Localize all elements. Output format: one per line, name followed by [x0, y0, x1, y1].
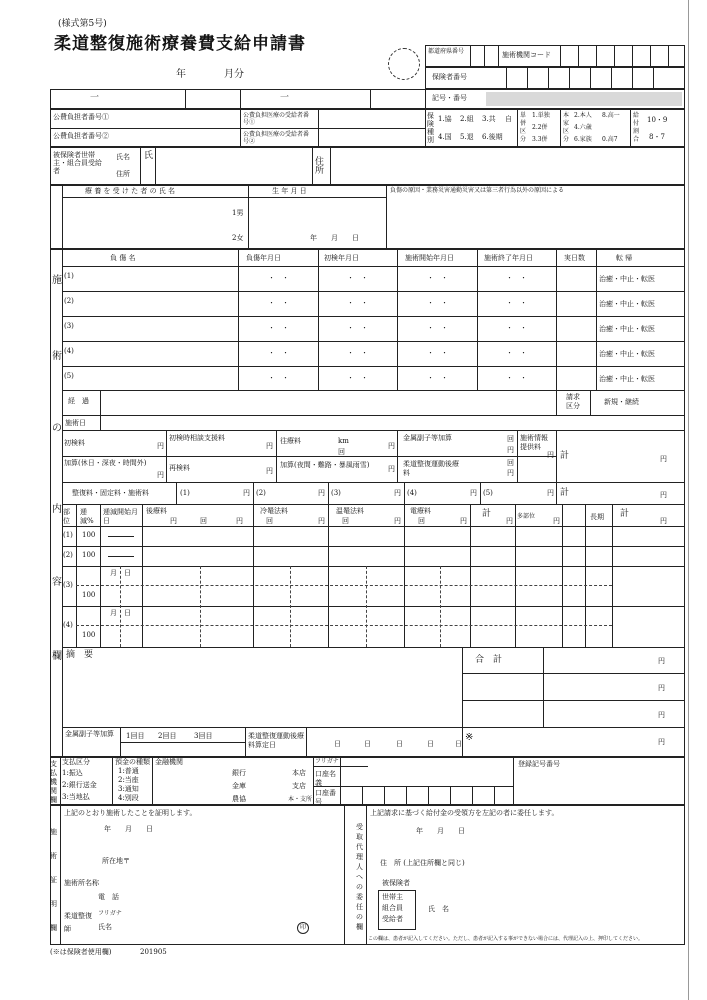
detail-row-4: (4) [63, 621, 73, 629]
payment-method-label: 支払区分 [62, 758, 90, 766]
practitioner-name-label: 氏名 [98, 923, 112, 931]
grand-total-label: 合 計 [475, 655, 503, 665]
form-number: (様式第5号) [58, 19, 107, 29]
holiday-addition: 加算(休日・深夜・時間外) [64, 459, 147, 467]
visit-km: km [338, 437, 349, 445]
restoration-fee-label: 整復料・固定料・施術料 [72, 489, 149, 497]
restoration-2: (2) [256, 489, 266, 497]
detail-row-2-rate: 100 [82, 551, 96, 559]
col-days: 実日数 [564, 254, 585, 262]
rehab-times: 回 [507, 459, 514, 467]
section-char-3: の [52, 423, 62, 434]
delegation-recipient: 受給者 [382, 915, 403, 923]
type-3: 3.共 [482, 115, 496, 123]
type-5: 5.退 [460, 133, 474, 141]
dots-4-3: ・ ・ [427, 349, 448, 357]
first-consult-fee: 初検時相談支援料 [169, 434, 225, 442]
detail-aftercare-yen: 円 [170, 517, 177, 525]
final-yen: 円 [658, 738, 665, 746]
detail-aftercare-yen2: 円 [236, 517, 243, 525]
rehab-day-3: 日 [396, 740, 403, 748]
injury-row-5: (5) [64, 372, 74, 380]
dots-3-3: ・ ・ [427, 324, 448, 332]
visit-yen: 円 [388, 442, 395, 450]
detail-col-warm: 温罨法料 [336, 507, 364, 515]
furigana-label: フリガナ [315, 758, 339, 765]
clinic-name-label: 施術所名称 [64, 879, 99, 887]
rehab-day-1: 日 [334, 740, 341, 748]
first-visit-fee: 初検料 [64, 439, 85, 447]
branch-type-1: 本店 [292, 769, 306, 777]
female-option: 2女 [232, 234, 244, 242]
notes-label: 摘 要 [66, 650, 94, 660]
single-3: 3.3併 [532, 136, 548, 143]
restoration-total-yen: 円 [660, 491, 667, 499]
scan-edge [688, 0, 689, 1000]
restoration-5-yen: 円 [547, 489, 554, 497]
restoration-2-yen: 円 [318, 489, 325, 497]
col-start-date: 施術開始年月日 [405, 254, 454, 262]
detail-cold-times: 回 [266, 517, 273, 525]
holiday-addition-yen: 円 [157, 471, 164, 479]
rehab-yen: 円 [507, 469, 514, 477]
rehab-day-2: 日 [364, 740, 371, 748]
type-4: 4.国 [438, 133, 452, 141]
night-addition: 加算(夜間・難路・暴風雨雪) [280, 461, 370, 469]
branch-type-3: 本・支所 [288, 796, 313, 803]
public-payer-2: 公費負担者番号② [53, 132, 109, 140]
public-recipient-1: 公費負担医療の受給者番号① [243, 112, 310, 126]
col-injury-name: 負 傷 名 [110, 254, 136, 262]
institution-code-label: 施術機関コード [502, 51, 551, 59]
detail-total-yen: 円 [660, 517, 667, 525]
bank-type-1: 銀行 [232, 769, 246, 777]
payment-method-3: 3:当地払 [62, 793, 90, 801]
detail-aftercare-times: 回 [200, 517, 207, 525]
practitioner-label: 柔道整復師 [64, 912, 92, 933]
benefit-label: 給付割合 [633, 112, 640, 143]
first-time: 1回目 [126, 732, 145, 740]
metal-splint-fee: 金属副子等加算 [403, 434, 452, 442]
injury-row-3: (3) [64, 322, 74, 330]
branch-type-2: 支店 [292, 782, 306, 790]
stamp-circle [388, 48, 420, 80]
dots-1-3: ・ ・ [427, 274, 448, 282]
delegation-date: 年 月 日 [416, 827, 465, 835]
info-provision-yen: 円 [547, 451, 554, 459]
birth-date: 年 月 日 [310, 234, 359, 242]
dots-2-4: ・ ・ [506, 299, 527, 307]
public-payer-1: 公費負担者番号① [53, 113, 109, 121]
male-option: 1男 [232, 209, 244, 217]
injury-cause-header: 負傷の原因・業務災害通勤災害又は第三者行為以外の原因による [390, 187, 565, 194]
restoration-4-yen: 円 [470, 489, 477, 497]
info-provision-fee: 施術情報提供料 [520, 434, 548, 451]
detail-col-longterm: 長期 [590, 513, 604, 521]
insured-address-label: 住所 [116, 170, 130, 178]
col-injury-date: 負傷年月日 [246, 254, 281, 262]
restoration-1-yen: 円 [243, 489, 250, 497]
insured-label: 被保険者世帯主・組合員受給者 [53, 151, 102, 175]
outcome-3: 治癒・中止・転医 [599, 325, 655, 333]
payment-label: 支払機関欄 [50, 760, 57, 804]
account-type-1: 1:普通 [118, 767, 139, 775]
detail-col-part: 部位 [63, 508, 70, 525]
injury-row-4: (4) [64, 347, 74, 355]
injury-row-2: (2) [64, 297, 74, 305]
clinic-phone-label: 電 話 [98, 893, 119, 901]
insured-address-short: 住所 [315, 157, 325, 176]
footer-insurer-use: (※は保険者使用欄) [50, 948, 112, 956]
re-visit-yen: 円 [266, 467, 273, 475]
col-outcome: 転 帰 [616, 254, 633, 262]
detail-row-4-date: 月 日 [110, 609, 131, 617]
insurer-number-label: 保険者番号 [432, 73, 467, 81]
detail-electro-times: 回 [418, 517, 425, 525]
fees-total-yen: 円 [660, 455, 667, 463]
dash-1: 一 [90, 93, 100, 103]
type-1: 1.協 [438, 115, 452, 123]
family-1: 2.本人 [574, 112, 592, 119]
account-type-2: 2:当座 [118, 776, 139, 784]
night-addition-yen: 円 [388, 465, 395, 473]
year-label: 年 [176, 69, 186, 80]
outcome-4: 治癒・中止・転医 [599, 350, 655, 358]
re-visit-fee: 再検料 [169, 464, 190, 472]
detail-col-multi: 多部位 [517, 513, 536, 520]
detail-row-3-date: 月 日 [110, 569, 131, 577]
claim-type-value: 新規・継続 [604, 398, 639, 406]
col-end-date: 施術終了年月日 [484, 254, 533, 262]
first-consult-yen: 円 [266, 442, 273, 450]
family-2: 4.六歳 [574, 124, 592, 131]
detail-row-1: (1) [63, 531, 73, 539]
dots-1-1: ・ ・ [268, 274, 289, 282]
birth-header: 生 年 月 日 [272, 187, 307, 195]
metal-splint-yen: 円 [507, 446, 514, 454]
insured-name-label: 氏名 [116, 153, 130, 161]
second-time: 2回目 [158, 732, 177, 740]
restoration-3-yen: 円 [394, 489, 401, 497]
third-time: 3回目 [194, 732, 213, 740]
rehab-fee: 柔道整復運動後療料 [403, 460, 459, 477]
detail-row-4-rate: 100 [82, 631, 96, 639]
account-name-label: 口座名義 [315, 770, 336, 787]
grand-total-yen-2: 円 [658, 684, 665, 692]
month-label: 月分 [224, 69, 244, 80]
certification-date: 年 月 日 [104, 825, 153, 833]
account-number-label: 口座番号 [315, 789, 336, 806]
symbol-number-label: 記号・番号 [432, 94, 467, 102]
account-type-label: 預金の種類 [115, 758, 150, 766]
grand-total-yen-3: 円 [658, 711, 665, 719]
delegation-household: 世帯主 [382, 893, 403, 901]
rehab-day-4: 日 [427, 740, 434, 748]
family-label: 本家区分 [563, 112, 570, 143]
clinic-location: 所在地〒 [102, 857, 130, 865]
insurer-use-mark: ※ [465, 732, 474, 743]
dots-4-4: ・ ・ [506, 349, 527, 357]
family-4: 8.高一 [602, 112, 620, 119]
prefecture-label: 都道府県番号 [428, 48, 465, 55]
first-visit-yen: 円 [157, 442, 164, 450]
detail-col-cold: 冷罨法料 [260, 507, 288, 515]
section-char-5: 容 [52, 577, 62, 588]
delegation-note: この欄は、患者が記入してください。ただし、患者が記入する事ができない場合には、代理記入の上、押印してください。 [368, 936, 644, 942]
metal-splint-times: 回 [507, 435, 514, 443]
detail-col-aftercare: 後療料 [146, 507, 167, 515]
bank-type-3: 農協 [232, 795, 246, 803]
fees-total-label: 計 [560, 451, 570, 461]
rehab-day-label: 柔道整復運動後療料算定日 [248, 732, 304, 749]
dots-4-2: ・ ・ [347, 349, 368, 357]
single-2: 2.2併 [532, 124, 548, 131]
detail-row-3-rate: 100 [82, 591, 96, 599]
detail-subtotal-yen: 円 [506, 517, 513, 525]
outcome-5: 治癒・中止・転医 [599, 375, 655, 383]
grand-total-yen-1: 円 [658, 657, 665, 665]
visit-times: 回 [338, 448, 345, 456]
account-type-3: 3:通知 [118, 785, 139, 793]
outcome-2: 治癒・中止・転医 [599, 300, 655, 308]
restoration-1: (1) [180, 489, 190, 497]
delegation-member: 組合員 [382, 904, 403, 912]
detail-warm-yen: 円 [394, 517, 401, 525]
dash-2: 一 [280, 93, 290, 103]
account-type-4: 4:別段 [118, 794, 139, 802]
rehab-day-5: 日 [455, 740, 462, 748]
outcome-1: 治癒・中止・転医 [599, 275, 655, 283]
dots-3-2: ・ ・ [347, 324, 368, 332]
section-char-6: 欄 [52, 651, 62, 662]
dots-1-2: ・ ・ [347, 274, 368, 282]
dots-5-2: ・ ・ [347, 374, 368, 382]
single-1: 1.単独 [532, 112, 550, 119]
detail-warm-times: 回 [342, 517, 349, 525]
practitioner-furigana: フリガナ [98, 910, 122, 917]
section-char-2: 術 [52, 351, 62, 362]
form-title: 柔道整復施術療養費支給申請書 [54, 34, 306, 54]
public-recipient-2: 公費負担医療の受給者番号② [243, 131, 310, 145]
dots-1-4: ・ ・ [506, 274, 527, 282]
delegation-label: 受取代理人への委任の欄 [356, 823, 363, 931]
delegation-address: 住 所 (上記住所欄と同じ) [380, 859, 465, 867]
patient-name-header: 療 養 を 受 け た 者 の 氏 名 [85, 187, 176, 195]
section-char-4: 内 [52, 504, 62, 515]
certification-label: 施術証明欄 [50, 828, 57, 932]
dots-3-4: ・ ・ [506, 324, 527, 332]
bank-type-2: 金庫 [232, 782, 246, 790]
dots-5-3: ・ ・ [427, 374, 448, 382]
detail-col-rate: 逓減% [80, 508, 94, 525]
detail-multi-yen: 円 [553, 517, 560, 525]
family-3: 6.家族 [574, 136, 592, 143]
dots-2-2: ・ ・ [347, 299, 368, 307]
detail-col-total: 計 [620, 509, 630, 519]
detail-electro-yen: 円 [460, 517, 467, 525]
injury-row-1: (1) [64, 272, 74, 280]
restoration-4: (4) [407, 489, 417, 497]
dots-5-1: ・ ・ [268, 374, 289, 382]
detail-row-2: (2) [63, 551, 73, 559]
dots-2-3: ・ ・ [427, 299, 448, 307]
type-6: 6.後期 [482, 133, 503, 141]
insurance-type-label: 保険種別 [427, 112, 434, 144]
visit-fee: 往療料 [280, 437, 301, 445]
registration-number-label: 登録記号番号 [518, 760, 560, 768]
delegation-insured: 被保険者 [382, 879, 410, 887]
restoration-3: (3) [331, 489, 341, 497]
restoration-total-label: 計 [560, 488, 570, 498]
footer-code: 201905 [140, 948, 167, 956]
family-5: 0.高7 [602, 136, 618, 143]
type-2: 2.組 [460, 115, 474, 123]
delegation-text: 上記請求に基づく給付金の受領方を左記の者に委任します。 [370, 809, 559, 817]
progress-label: 経 過 [68, 397, 89, 405]
practitioner-seal: 印 [297, 922, 309, 934]
type-self: 自 [505, 115, 512, 123]
dots-4-1: ・ ・ [268, 349, 289, 357]
insured-name-short: 氏 [144, 151, 154, 161]
payment-method-1: 1:振込 [62, 769, 83, 777]
symbol-number-shade [486, 92, 682, 106]
detail-row-3: (3) [63, 581, 73, 589]
restoration-5: (5) [483, 489, 493, 497]
payment-method-2: 2:銀行送金 [62, 781, 97, 789]
dots-2-1: ・ ・ [268, 299, 289, 307]
detail-col-subtotal: 計 [482, 509, 492, 519]
detail-row-1-rate: 100 [82, 531, 96, 539]
dots-3-1: ・ ・ [268, 324, 289, 332]
detail-col-electro: 電療料 [410, 507, 431, 515]
delegation-name-label: 氏 名 [428, 905, 449, 913]
treatment-day-label: 施術日 [65, 419, 86, 427]
claim-type-label: 請求区分 [566, 393, 580, 410]
col-first-exam: 初検年月日 [324, 254, 359, 262]
bank-label: 金融機関 [155, 758, 183, 766]
section-char-1: 施 [52, 275, 62, 286]
benefit-1: 10・9 [647, 116, 668, 124]
single-double-label: 単併区分 [520, 112, 527, 143]
detail-cold-yen: 円 [318, 517, 325, 525]
detail-col-start: 逓減開始月日 [103, 508, 138, 525]
metal-addition-label: 金属副子等加算 [65, 730, 114, 738]
benefit-2: 8・7 [649, 133, 665, 141]
certification-text: 上記のとおり施術したことを証明します。 [64, 809, 197, 817]
dots-5-4: ・ ・ [506, 374, 527, 382]
